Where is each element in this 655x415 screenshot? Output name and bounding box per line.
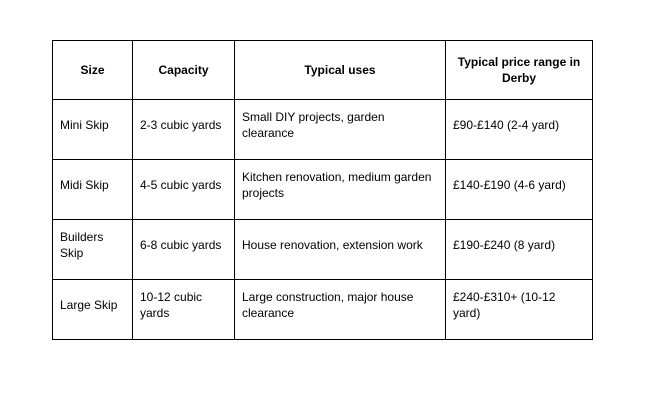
cell-size: [53, 100, 133, 160]
cell-size-text: Midi Skip: [60, 177, 109, 192]
cell-capacity-text: 4-5 cubic yards: [140, 177, 222, 192]
cell-size: [53, 220, 133, 280]
cell-capacity: [133, 280, 235, 340]
cell-size: [53, 160, 133, 220]
cell-price: [446, 220, 593, 280]
cell-capacity-text: 6-8 cubic yards: [140, 237, 222, 252]
table-row: [53, 100, 593, 160]
cell-capacity: [133, 100, 235, 160]
cell-uses-text: Small DIY projects, garden clearance: [242, 109, 385, 140]
cell-size-text: Builders Skip: [60, 229, 104, 260]
cell-capacity: [133, 160, 235, 220]
cell-uses-text: Kitchen renovation, medium garden projects: [242, 169, 432, 200]
table-row: [53, 280, 593, 340]
cell-price-text: £190-£240 (8 yard): [453, 237, 556, 252]
cell-capacity-text: 2-3 cubic yards: [140, 117, 222, 132]
cell-uses: [235, 100, 446, 160]
cell-price-text: £140-£190 (4-6 yard): [453, 177, 566, 192]
header-typical-uses: Typical uses: [235, 41, 446, 100]
cell-uses: [235, 220, 446, 280]
skip-size-table: [52, 40, 593, 340]
cell-uses: [235, 160, 446, 220]
cell-size-text: Mini Skip: [60, 117, 109, 132]
header-price-range: Typical price range in Derby: [446, 41, 593, 100]
table-header-row: [53, 41, 593, 100]
cell-price-text: £240-£310+ (10-12 yard): [453, 289, 556, 320]
cell-size: [53, 280, 133, 340]
cell-uses: [235, 280, 446, 340]
cell-uses-text: House renovation, extension work: [242, 237, 423, 252]
cell-capacity: [133, 220, 235, 280]
header-capacity: Capacity: [133, 41, 235, 100]
cell-price: [446, 100, 593, 160]
cell-price: [446, 280, 593, 340]
cell-price: [446, 160, 593, 220]
header-size: Size: [53, 41, 133, 100]
cell-capacity-text: 10-12 cubic yards: [140, 289, 203, 320]
cell-size-text: Large Skip: [60, 297, 118, 312]
table-row: [53, 160, 593, 220]
cell-price-text: £90-£140 (2-4 yard): [453, 117, 560, 132]
cell-uses-text: Large construction, major house clearance: [242, 289, 414, 320]
table-row: [53, 220, 593, 280]
